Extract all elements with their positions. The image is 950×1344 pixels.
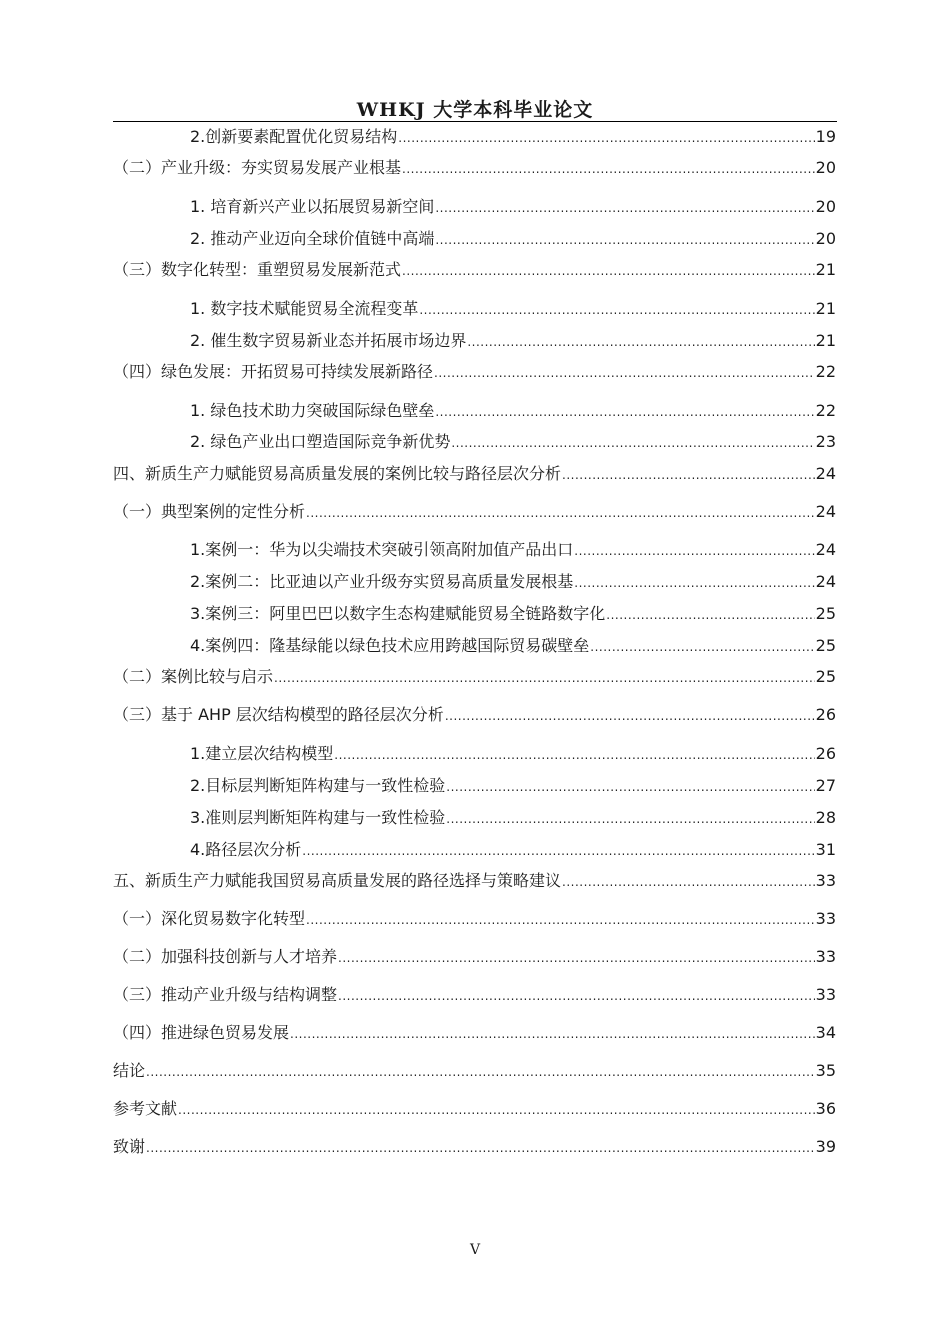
toc-entry[interactable] xyxy=(190,807,836,829)
toc-entry-page: 25 xyxy=(815,636,836,655)
toc-entry-page: 22 xyxy=(815,401,836,420)
toc-entry-title: （四）推进绿色贸易发展 xyxy=(113,1023,290,1042)
toc-leader xyxy=(606,604,814,626)
toc-entry-title: （三）推动产业升级与结构调整 xyxy=(113,985,338,1004)
toc-entry-page: 33 xyxy=(815,985,836,1004)
toc-entry[interactable] xyxy=(113,984,836,1006)
toc-entry[interactable] xyxy=(190,839,836,861)
toc-entry-page: 23 xyxy=(815,432,836,451)
toc-entry-title: （三）数字化转型：重塑贸易发展新范式 xyxy=(113,260,402,279)
toc-entry-title: （三）基于 AHP 层次结构模型的路径层次分析 xyxy=(113,705,444,724)
toc-leader xyxy=(146,1061,815,1083)
toc-leader xyxy=(434,362,815,384)
toc-leader xyxy=(446,808,814,830)
toc-entry-page: 24 xyxy=(815,540,836,559)
toc-entry-title: 3.准则层判断矩阵构建与一致性检验 xyxy=(190,808,446,827)
toc-entry-title: 参考文献 xyxy=(113,1099,178,1118)
toc-entry-title: （二）案例比较与启示 xyxy=(113,667,274,686)
toc-entry-title: 1. 绿色技术助力突破国际绿色壁垒 xyxy=(190,401,435,420)
toc-entry-title: 2.目标层判断矩阵构建与一致性检验 xyxy=(190,776,446,795)
toc-leader xyxy=(334,744,814,766)
toc-entry-title: 结论 xyxy=(113,1061,146,1080)
toc-entry-title: 四、新质生产力赋能贸易高质量发展的案例比较与路径层次分析 xyxy=(113,464,562,483)
toc-leader xyxy=(398,127,814,149)
toc-entry-page: 21 xyxy=(815,331,836,350)
toc-entry[interactable] xyxy=(113,946,836,968)
toc-entry[interactable] xyxy=(190,330,836,352)
toc-entry-page: 22 xyxy=(815,362,836,381)
toc-entry-title: 2. 催生数字贸易新业态并拓展市场边界 xyxy=(190,331,467,350)
toc-entry-page: 20 xyxy=(815,158,836,177)
toc-entry-title: 2.创新要素配置优化贸易结构 xyxy=(190,127,398,146)
toc-entry-page: 33 xyxy=(815,947,836,966)
toc-entry-page: 39 xyxy=(815,1137,836,1156)
toc-entry-page: 24 xyxy=(815,502,836,521)
toc-entry[interactable] xyxy=(113,361,836,383)
toc-entry-page: 33 xyxy=(815,871,836,890)
toc-entry-title: （二）产业升级：夯实贸易发展产业根基 xyxy=(113,158,402,177)
toc-entry-title: 1. 培育新兴产业以拓展贸易新空间 xyxy=(190,197,435,216)
toc-entry[interactable] xyxy=(190,743,836,765)
toc-entry-title: 2. 推动产业迈向全球价值链中高端 xyxy=(190,229,435,248)
toc-entry-page: 33 xyxy=(815,909,836,928)
toc-entry-title: 3.案例三：阿里巴巴以数字生态构建赋能贸易全链路数字化 xyxy=(190,604,606,623)
toc-leader xyxy=(467,331,814,353)
toc-entry-title: 4.路径层次分析 xyxy=(190,840,302,859)
page-number: V xyxy=(469,1242,481,1258)
toc-leader xyxy=(419,299,814,321)
toc-entry[interactable] xyxy=(113,1098,836,1120)
toc-leader xyxy=(290,1023,815,1045)
toc-entry[interactable] xyxy=(113,501,836,523)
toc-leader xyxy=(446,776,814,798)
toc-entry-page: 27 xyxy=(815,776,836,795)
toc-entry-page: 19 xyxy=(815,127,836,146)
toc-leader xyxy=(562,871,815,893)
toc-entry-title: （二）加强科技创新与人才培养 xyxy=(113,947,338,966)
toc-entry-page: 24 xyxy=(815,464,836,483)
toc-entry[interactable] xyxy=(113,1060,836,1082)
toc-entry-page: 20 xyxy=(815,197,836,216)
toc-leader xyxy=(338,947,815,969)
toc-entry-title: 五、新质生产力赋能我国贸易高质量发展的路径选择与策略建议 xyxy=(113,871,562,890)
toc-entry-page: 24 xyxy=(815,572,836,591)
toc-entry-page: 20 xyxy=(815,229,836,248)
toc-entry-title: 2.案例二：比亚迪以产业升级夯实贸易高质量发展根基 xyxy=(190,572,574,591)
toc-entry[interactable] xyxy=(190,431,836,453)
toc-entry-page: 21 xyxy=(815,260,836,279)
toc-leader xyxy=(338,985,815,1007)
toc-leader xyxy=(435,229,814,251)
toc-entry-title: （一）典型案例的定性分析 xyxy=(113,502,306,521)
toc-entry[interactable] xyxy=(113,463,836,485)
toc-entry[interactable] xyxy=(190,298,836,320)
toc-leader xyxy=(146,1137,815,1159)
toc-entry-page: 21 xyxy=(815,299,836,318)
toc-entry[interactable] xyxy=(190,196,836,218)
toc-leader xyxy=(445,705,815,727)
toc-entry[interactable] xyxy=(190,400,836,422)
toc-leader xyxy=(306,502,815,524)
toc-leader xyxy=(451,432,814,454)
toc-entry[interactable] xyxy=(113,870,836,892)
toc-entry[interactable] xyxy=(190,228,836,250)
toc-leader xyxy=(590,636,814,658)
toc-entry[interactable] xyxy=(190,635,836,657)
toc-entry[interactable] xyxy=(113,157,836,179)
toc-entry[interactable] xyxy=(190,603,836,625)
toc-entry[interactable] xyxy=(113,908,836,930)
toc-entry[interactable] xyxy=(113,666,836,688)
toc-leader xyxy=(562,464,815,486)
toc-leader xyxy=(574,540,814,562)
toc-entry-title: （一）深化贸易数字化转型 xyxy=(113,909,306,928)
toc-leader xyxy=(302,840,814,862)
toc-entry-page: 25 xyxy=(815,667,836,686)
toc-leader xyxy=(435,197,814,219)
toc-entry[interactable] xyxy=(113,1022,836,1044)
toc-entry-title: 2. 绿色产业出口塑造国际竞争新优势 xyxy=(190,432,451,451)
toc-entry-title: 1. 数字技术赋能贸易全流程变革 xyxy=(190,299,419,318)
toc-leader xyxy=(574,572,814,594)
toc-entry-page: 34 xyxy=(815,1023,836,1042)
toc-entry-page: 36 xyxy=(815,1099,836,1118)
toc-entry-page: 26 xyxy=(815,744,836,763)
toc-entry[interactable] xyxy=(113,704,836,726)
toc-leader xyxy=(402,158,815,180)
toc-entry[interactable] xyxy=(190,539,836,561)
toc-entry-title: 1.案例一：华为以尖端技术突破引领高附加值产品出口 xyxy=(190,540,574,559)
toc-leader xyxy=(178,1099,815,1121)
toc-leader xyxy=(402,260,815,282)
toc-entry-title: 1.建立层次结构模型 xyxy=(190,744,334,763)
toc-entry-page: 35 xyxy=(815,1061,836,1080)
toc-entry[interactable] xyxy=(190,126,836,148)
toc-entry-page: 26 xyxy=(815,705,836,724)
toc-entry-title: （四）绿色发展：开拓贸易可持续发展新路径 xyxy=(113,362,434,381)
toc-entry-page: 31 xyxy=(815,840,836,859)
toc-leader xyxy=(274,667,815,689)
toc-leader xyxy=(435,401,814,423)
toc-leader xyxy=(306,909,815,931)
toc-entry-page: 25 xyxy=(815,604,836,623)
toc-entry[interactable] xyxy=(113,1136,836,1158)
toc-entry[interactable] xyxy=(113,259,836,281)
toc-entry[interactable] xyxy=(190,571,836,593)
toc-entry-title: 致谢 xyxy=(113,1137,146,1156)
toc-entry[interactable] xyxy=(190,775,836,797)
toc-entry-title: 4.案例四：隆基绿能以绿色技术应用跨越国际贸易碳壁垒 xyxy=(190,636,590,655)
toc-entry-page: 28 xyxy=(815,808,836,827)
page-header: WHKJ 大学本科毕业论文 xyxy=(113,95,837,122)
